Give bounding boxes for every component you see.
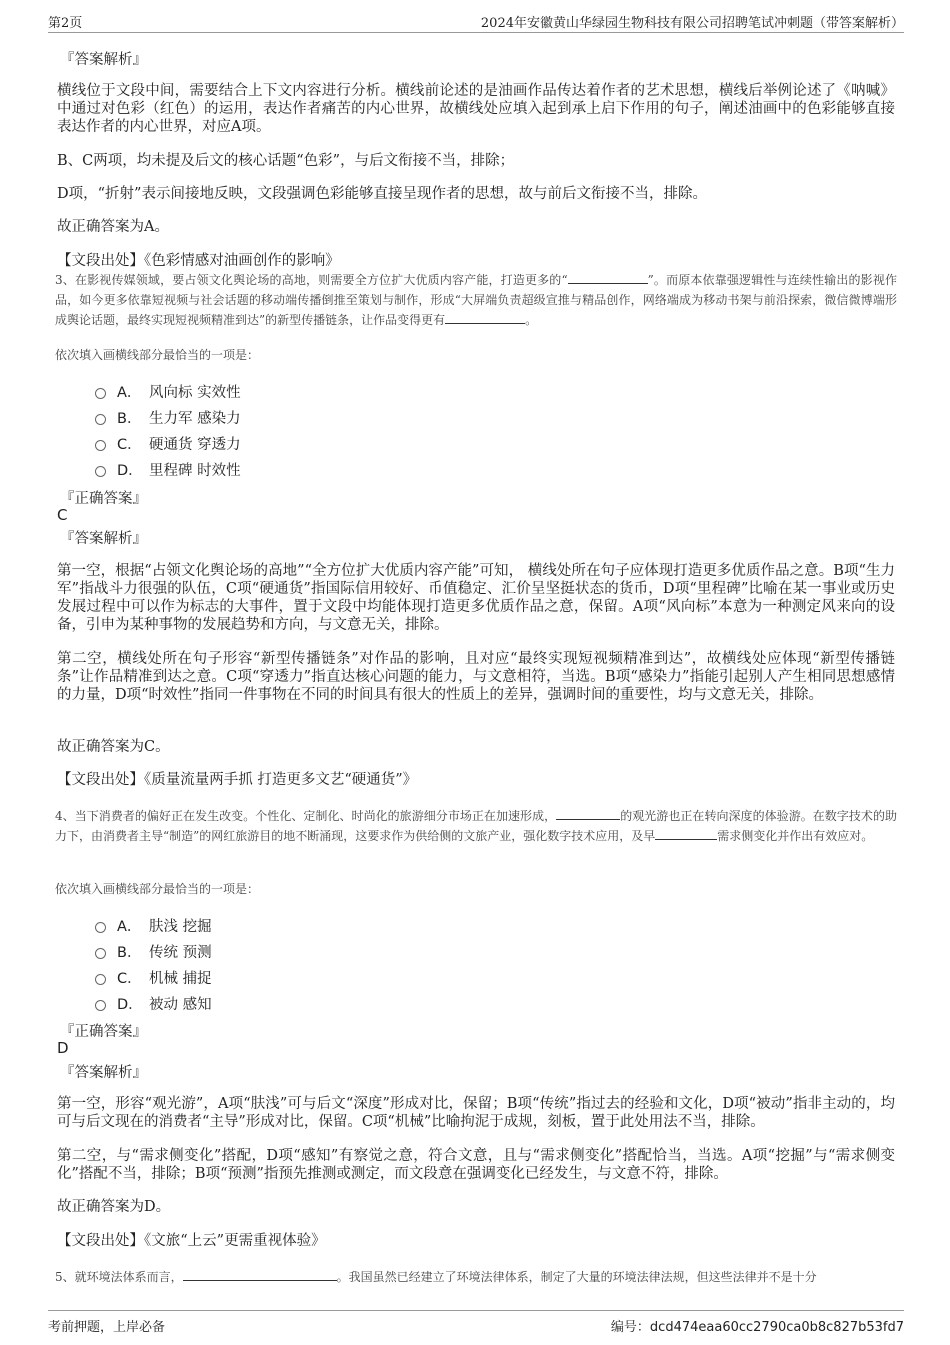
q4-option-d[interactable]: D． 被动 感知 [95,993,212,1014]
q5-question: 5、就环境法体系而言， 。我国虽然已经建立了环境法律体系，制定了大量的环境法律法规，但这些法律并不是十分 [55,1267,897,1287]
q3-analysis-paragraph: 第一空，根据“占领文化舆论场的高地”“全方位扩大优质内容产能”可知， 横线处所在句子应体现打造更多优质作品之意。B项“生力军”指战斗力很强的队伍，C项“硬通货”指国际信用较好、币值稳定、汇价呈坚挺状态的货币，D项“里程碑”比喻在某一事业或历史发展过程中可以作为标志的大事件，置于文段中均能体现打造更多优质作品之意，保留。A项“风向标”本意为一种测定风来向的设备，引申为某种事物的发展趋势和方向，与文意无关，排除。 [57,563,895,633]
radio-icon[interactable] [95,414,106,425]
q3-analysis-paragraph: 第二空，横线处所在句子形容“新型传播链条”对作品的影响，且对应“最终实现短视频精准到达”，故横线处应体现“新型传播链条”让作品精准到达之意。C项“穿透力”指直达核心问题的能力，与文意相符，当选。B项“感染力”指能引起别人产生相同思想感情的力量，D项“时效性”指同一件事物在不同的时间具有很大的性质上的差异，强调时间的重要性，均与文意无关，排除。 [57,651,895,703]
q3-answer: C [57,506,68,524]
q3-source: 【文段出处】《质量流量两手抓 打造更多文艺“硬通货”》 [57,772,418,788]
q4-analysis-paragraph: 第二空，与“需求侧变化”搭配，D项“感知”有察觉之意，符合文意，且与“需求侧变化”搭配恰当，当选。A项“挖掘”与“需求侧变化”搭配不当，排除；B项“预测”指预先推测或测定，而文段意在强调变化已经发生，与文意不符，排除。 [57,1148,895,1182]
q4-conclusion: 故正确答案为D。 [57,1199,171,1215]
blank-1 [183,1267,337,1281]
q2-source: 【文段出处】《色彩情感对油画创作的影响》 [57,253,340,269]
q4-instruction: 依次填入画横线部分最恰当的一项是： [55,882,260,896]
blank-2 [655,826,717,840]
q3-conclusion: 故正确答案为C。 [57,739,170,755]
q3-option-b[interactable]: B． 生力军 感染力 [95,407,241,428]
answer-label: 『正确答案』 [60,1024,147,1040]
document-title: 2024年安徽黄山华绿园生物科技有限公司招聘笔试冲刺题（带答案解析） [480,16,904,31]
radio-icon[interactable] [95,974,106,985]
page-number: 第2页 [48,16,83,31]
q2-analysis-paragraph: B、C两项，均未提及后文的核心话题“色彩”，与后文衔接不当，排除； [57,153,515,169]
answer-label: 『正确答案』 [60,491,147,507]
q2-analysis-paragraph: D项，“折射”表示间接地反映，文段强调色彩能够直接呈现作者的思想，故与前后文衔接不当，排除。 [57,186,707,202]
analysis-label: 『答案解析』 [60,1065,147,1081]
q3-option-d[interactable]: D． 里程碑 时效性 [95,459,241,480]
footer-slogan: 考前押题，上岸必备 [48,1320,166,1335]
radio-icon[interactable] [95,1000,106,1011]
analysis-label: 『答案解析』 [60,52,147,68]
page-header [48,8,904,33]
q4-option-a[interactable]: A． 肤浅 挖掘 [95,915,212,936]
page-footer [48,1310,904,1337]
q2-analysis-paragraph: 横线位于文段中间，需要结合上下文内容进行分析。横线前论述的是油画作品传达着作者的艺术思想，横线后举例论述了《呐喊》中通过对色彩（红色）的运用，表达作者痛苦的内心世界，故横线处应填入起到承上启下作用的句子，阐述油画中的色彩能够直接表达作者的内心世界，对应A项。 [57,83,895,135]
q4-option-c[interactable]: C． 机械 捕捉 [95,967,212,988]
radio-icon[interactable] [95,948,106,959]
q3-question: 3、在影视传媒领域，要占领文化舆论场的高地，则需要全方位扩大优质内容产能，打造更多的“ ”。而原本依靠强逻辑性与连续性输出的影视作品，如今更多依靠短视频与社会话题的移动端传播倒推至策划与制作，形成“大屏端负责超级宣推与精品创作，网络端成为移动书架与前沿探索，微信微博端形成舆论话题，最终实现短视频精准到达”的新型传播链条，让作品变得更有 。 [55,270,897,330]
q3-option-a[interactable]: A． 风向标 实效性 [95,381,241,402]
analysis-label: 『答案解析』 [60,531,147,547]
q4-source: 【文段出处】《文旅“上云”更需重视体验》 [57,1233,326,1249]
blank-1 [556,806,620,820]
q4-analysis-paragraph: 第一空，形容“观光游”，A项“肤浅”可与后文“深度”形成对比，保留；B项“传统”指过去的经验和文化，D项“被动”指非主动的，均可与后文现在的消费者“主导”形成对比，保留。C项“机械”比喻拘泥于成规，刻板，置于此处用法不当，排除。 [57,1096,895,1130]
blank-2 [445,310,525,324]
radio-icon[interactable] [95,388,106,399]
blank-1 [568,270,648,284]
q3-instruction: 依次填入画横线部分最恰当的一项是： [55,348,260,362]
q2-conclusion: 故正确答案为A。 [57,219,169,235]
q4-question: 4、当下消费者的偏好正在发生改变。个性化、定制化、时尚化的旅游细分市场正在加速形成， 的观光游也正在转向深度的体验游。在数字技术的助力下，由消费者主导“制造”的网红旅游目的地不断涌现，这要求作为供给侧的文旅产业，强化数字技术应用，及早 需求侧变化并作出有效应对。 [55,806,897,846]
radio-icon[interactable] [95,466,106,477]
q3-option-c[interactable]: C． 硬通货 穿透力 [95,433,241,454]
radio-icon[interactable] [95,440,106,451]
q4-answer: D [57,1039,69,1057]
q4-option-b[interactable]: B． 传统 预测 [95,941,212,962]
radio-icon[interactable] [95,922,106,933]
document-code: 编号：dcd474eaa60cc2790ca0b8c827b53fd7 [610,1320,904,1335]
